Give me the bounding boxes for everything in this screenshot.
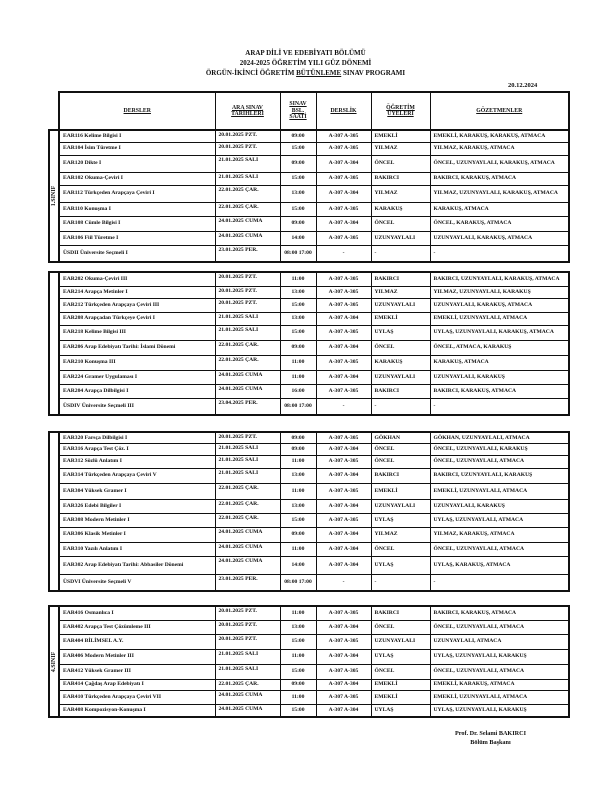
classroom: - <box>316 245 371 262</box>
faculty-member: UYLAŞ <box>371 513 430 527</box>
exam-date: 21.01.2025 SALI <box>215 325 280 340</box>
schedule-section <box>48 129 570 263</box>
faculty-member: UZUNYAYLALI <box>371 370 430 384</box>
faculty-member: KARAKUŞ <box>371 202 430 216</box>
classroom: A-307 A-305 <box>316 355 371 370</box>
faculty-member: EMEKLİ <box>371 679 430 690</box>
invigilators: - <box>430 245 569 262</box>
invigilators: - <box>430 398 569 415</box>
table-row <box>49 216 569 231</box>
course-name: ÜSDVI Üniversite Seçmeli V <box>59 574 215 591</box>
table-row <box>49 704 569 717</box>
start-time: 11:00 <box>280 355 316 370</box>
faculty-member: YILMAZ <box>371 142 430 155</box>
course-name: EAR306 Klasik Metinler I <box>59 527 215 542</box>
table-row <box>49 298 569 312</box>
classroom: A-307 A-304 <box>316 620 371 634</box>
start-time: 16:00 <box>280 384 316 398</box>
classroom: A-307 A-305 <box>316 202 371 216</box>
exam-date: 22.01.2025 ÇAR. <box>215 185 280 202</box>
start-time: 08:00 17:00 <box>280 574 316 591</box>
start-time: 15:00 <box>280 634 316 649</box>
course-name: ÜSDII Üniversite Seçmeli I <box>59 245 215 262</box>
exam-date: 24.01.2025 CUMA <box>215 527 280 542</box>
course-name: EAR320 Farsça Dilbilgisi I <box>59 432 215 443</box>
program-title: ÖRGÜN-İKİNCİ ÖĞRETİM BÜTÜNLEME SINAV PROGRAMI <box>205 69 406 77</box>
invigilators: UZUNYAYLALI, KARAKUŞ, ATMACA <box>430 298 569 312</box>
faculty-member: ÖNCEL <box>371 216 430 231</box>
course-name: EAR316 Arapça Test Çöz. I <box>59 443 215 455</box>
table-row <box>49 527 569 542</box>
col-classroom: DERSLİK <box>316 92 371 130</box>
table-header <box>58 91 570 131</box>
classroom: A-307 A-304 <box>316 527 371 542</box>
course-name: EAR110 Konuşma I <box>59 202 215 216</box>
invigilators: UYLAŞ, UZUNYAYLALI, KARAKUŞ <box>430 649 569 664</box>
start-time: 09:00 <box>280 340 316 355</box>
schedule-section <box>48 605 570 718</box>
term-title: 2024-2025 ÖĞRETİM YILI GÜZ DÖNEMİ <box>239 59 372 67</box>
faculty-member: UZUNYAYLALI <box>371 499 430 513</box>
classroom: A-307 A-304 <box>316 679 371 690</box>
start-time: 11:00 <box>280 455 316 468</box>
start-time: 13:00 <box>280 185 316 202</box>
table-row <box>49 245 569 262</box>
classroom: A-307 A-305 <box>316 634 371 649</box>
faculty-member: BAKIRCI <box>371 272 430 286</box>
invigilators: EMEKLİ, UZUNYAYLALI, ATMACA <box>430 483 569 499</box>
faculty-member: EMEKLİ <box>371 483 430 499</box>
exam-date: 20.01.2025 PZT. <box>215 606 280 620</box>
invigilators: UZUNYAYLALI, KARAKUŞ <box>430 370 569 384</box>
start-time: 15:00 <box>280 664 316 679</box>
invigilators: ÖNCEL, UZUNYAYLALI, KARAKUŞ <box>430 443 569 455</box>
classroom: A-307 A-305 <box>316 231 371 245</box>
schedule-section <box>48 431 570 592</box>
classroom: A-307 A-305 <box>316 130 371 142</box>
exam-date: 24.01.2025 CUMA <box>215 556 280 574</box>
classroom: A-307 A-305 <box>316 483 371 499</box>
classroom: A-307 A-304 <box>316 704 371 717</box>
exam-date: 20.01.2025 PZT. <box>215 298 280 312</box>
faculty-member: UYLAŞ <box>371 649 430 664</box>
exam-date: 22.01.2025 ÇAR. <box>215 355 280 370</box>
classroom: A-307 A-304 <box>316 185 371 202</box>
course-name: EAR104 İsim Türetme I <box>59 142 215 155</box>
table-row <box>49 556 569 574</box>
exam-date: 24.01.2025 CUMA <box>215 216 280 231</box>
start-time: 13:00 <box>280 312 316 325</box>
invigilators: ÖNCEL, KARAKUŞ, ATMACA <box>430 216 569 231</box>
year-label-cell <box>49 272 59 415</box>
faculty-member: YILMAZ <box>371 527 430 542</box>
invigilators: EMEKLİ, KARAKUŞ, KARAKUŞ, ATMACA <box>430 130 569 142</box>
start-time: 15:00 <box>280 513 316 527</box>
faculty-member: - <box>371 245 430 262</box>
classroom: A-307 A-304 <box>316 340 371 355</box>
exam-date: 21.01.2025 SALI <box>215 155 280 172</box>
classroom: A-307 A-304 <box>316 542 371 556</box>
invigilators: YILMAZ, UZUNYAYLALI, KARAKUŞ <box>430 286 569 298</box>
exam-date: 20.01.2025 PZT. <box>215 286 280 298</box>
table-row <box>49 634 569 649</box>
document-date: 20.12.2024 <box>508 82 538 89</box>
faculty-member: ÖNCEL <box>371 443 430 455</box>
course-name: EAR212 Türkçeden Arapçaya Çeviri III <box>59 298 215 312</box>
start-time: 11:00 <box>280 542 316 556</box>
table-row <box>49 286 569 298</box>
faculty-member: UZUNYAYLALI <box>371 231 430 245</box>
table-row <box>49 130 569 142</box>
exam-date: 20.01.2025 PZT. <box>215 634 280 649</box>
start-time: 11:00 <box>280 606 316 620</box>
exam-date: 21.01.2025 SALI <box>215 664 280 679</box>
exam-date: 24.01.2025 CUMA <box>215 384 280 398</box>
invigilators: YILMAZ, KARAKUŞ, ATMACA <box>430 142 569 155</box>
start-time: 09:00 <box>280 130 316 142</box>
table-row <box>49 155 569 172</box>
table-row <box>49 432 569 443</box>
invigilators: KARAKUŞ, ATMACA <box>430 355 569 370</box>
course-name: EAR204 Arapça Dilbilgisi I <box>59 384 215 398</box>
faculty-member: BAKIRCI <box>371 172 430 185</box>
start-time: 15:00 <box>280 298 316 312</box>
classroom: A-307 A-305 <box>316 690 371 704</box>
start-time: 14:00 <box>280 231 316 245</box>
exam-date: 20.01.2025 PZT. <box>215 272 280 286</box>
classroom: A-307 A-305 <box>316 455 371 468</box>
invigilators: ÖNCEL, UZUNYAYLALI, ATMACA <box>430 620 569 634</box>
course-name: EAR210 Konuşma III <box>59 355 215 370</box>
classroom: A-307 A-305 <box>316 606 371 620</box>
invigilators: UZUNYAYLALI, KARAKUŞ <box>430 499 569 513</box>
classroom: A-307 A-304 <box>316 649 371 664</box>
exam-date: 21.01.2025 SALI <box>215 443 280 455</box>
faculty-member: - <box>371 574 430 591</box>
classroom: A-307 A-305 <box>316 286 371 298</box>
invigilators: BAKIRCI, KARAKUŞ, ATMACA <box>430 384 569 398</box>
invigilators: GÖKHAN, UZUNYAYLALI, ATMACA <box>430 432 569 443</box>
faculty-member: UYLAŞ <box>371 704 430 717</box>
table-row <box>49 370 569 384</box>
course-name: EAR302 Arap Edebiyatı Tarihi: Abbasiler Dönemi <box>59 556 215 574</box>
table-row <box>49 185 569 202</box>
faculty-member: EMEKLİ <box>371 690 430 704</box>
table-row <box>49 468 569 483</box>
faculty-member: BAKIRCI <box>371 384 430 398</box>
classroom: A-307 A-305 <box>316 325 371 340</box>
faculty-member: ÖNCEL <box>371 542 430 556</box>
exam-date: 23.01.2025 PER. <box>215 574 280 591</box>
classroom: A-307 A-305 <box>316 513 371 527</box>
invigilators: - <box>430 574 569 591</box>
col-invigilators: GÖZETMENLER <box>430 92 569 130</box>
year-label-cell <box>49 130 59 262</box>
invigilators: UYLAŞ, KARAKUŞ, ATMACA <box>430 556 569 574</box>
invigilators: UYLAŞ, UZUNYAYLALI, ATMACA <box>430 513 569 527</box>
course-name: EAR120 Dikte I <box>59 155 215 172</box>
course-name: EAR206 Arap Edebiyatı Tarihi: İslami Dönemi <box>59 340 215 355</box>
exam-date: 24.01.2025 CUMA <box>215 231 280 245</box>
classroom: A-307 A-304 <box>316 468 371 483</box>
faculty-member: ÖNCEL <box>371 620 430 634</box>
faculty-member: - <box>371 398 430 415</box>
year-label: 4.SINIF <box>50 651 57 672</box>
course-name: EAR410 Türkçeden Arapçaya Çeviri VII <box>59 690 215 704</box>
faculty-member: UZUNYAYLALI <box>371 634 430 649</box>
course-name: EAR326 Edebi Bilgiler I <box>59 499 215 513</box>
table-row <box>49 272 569 286</box>
invigilators: YILMAZ, UZUNYAYLALI, KARAKUŞ, ATMACA <box>430 185 569 202</box>
course-name: EAR406 Modern Metinler III <box>59 649 215 664</box>
exam-date: 20.01.2025 PZT. <box>215 142 280 155</box>
col-exam-dates: ARA SINAV TARİHLERİ <box>215 92 280 130</box>
exam-date: 21.01.2025 SALI <box>215 649 280 664</box>
invigilators: ÖNCEL, UZUNYAYLALI, ATMACA <box>430 542 569 556</box>
invigilators: UZUNYAYLALI, ATMACA <box>430 634 569 649</box>
start-time: 15:00 <box>280 704 316 717</box>
exam-date: 24.01.2025 CUMA <box>215 704 280 717</box>
faculty-member: EMEKLİ <box>371 312 430 325</box>
faculty-member: UZUNYAYLALI <box>371 298 430 312</box>
invigilators: YILMAZ, KARAKUŞ, ATMACA <box>430 527 569 542</box>
start-time: 08:00 17:00 <box>280 245 316 262</box>
course-name: EAR416 Osmanlıca I <box>59 606 215 620</box>
classroom: A-307 A-305 <box>316 272 371 286</box>
exam-date: 22.01.2025 ÇAR. <box>215 202 280 216</box>
exam-date: 23.04.2025 PER. <box>215 398 280 415</box>
course-name: EAR202 Okuma-Çeviri III <box>59 272 215 286</box>
invigilators: EMEKLİ, UZUNYAYLALI, ATMACA <box>430 690 569 704</box>
invigilators: BAKIRCI, KARAKUŞ, ATMACA <box>430 606 569 620</box>
faculty-member: UYLAŞ <box>371 556 430 574</box>
faculty-member: BAKIRCI <box>371 606 430 620</box>
table-row <box>49 455 569 468</box>
start-time: 09:00 <box>280 216 316 231</box>
start-time: 13:00 <box>280 499 316 513</box>
year-label-cell <box>49 432 59 591</box>
course-name: EAR414 Çağdaş Arap Edebiyatı I <box>59 679 215 690</box>
exam-date: 20.01.2025 PZT. <box>215 130 280 142</box>
invigilators: ÖNCEL, UZUNYAYLALI, ATMACA <box>430 664 569 679</box>
start-time: 13:00 <box>280 468 316 483</box>
faculty-member: BAKIRCI <box>371 468 430 483</box>
invigilators: BAKIRCI, UZUNYAYLALI, KARAKUŞ, ATMACA <box>430 272 569 286</box>
faculty-member: UYLAŞ <box>371 325 430 340</box>
course-name: EAR106 Fiil Türetme I <box>59 231 215 245</box>
start-time: 15:00 <box>280 172 316 185</box>
faculty-member: ÖNCEL <box>371 155 430 172</box>
faculty-member: ÖNCEL <box>371 340 430 355</box>
table-row <box>49 398 569 415</box>
course-name: EAR308 Modern Metinler I <box>59 513 215 527</box>
invigilators: UZUNYAYLALI, KARAKUŞ, ATMACA <box>430 231 569 245</box>
table-row <box>49 574 569 591</box>
course-name: EAR404 BİLİMSEL A.Y. <box>59 634 215 649</box>
course-name: EAR116 Kelime Bilgisi I <box>59 130 215 142</box>
table-row <box>49 443 569 455</box>
exam-date: 21.01.2025 SALI <box>215 172 280 185</box>
table-row <box>49 202 569 216</box>
start-time: 14:00 <box>280 556 316 574</box>
course-name: EAR402 Arapça Test Çözümleme III <box>59 620 215 634</box>
classroom: A-307 A-304 <box>316 312 371 325</box>
course-name: EAR112 Türkçeden Arapçaya Çeviri I <box>59 185 215 202</box>
exam-date: 22.01.2025 ÇAR. <box>215 679 280 690</box>
course-name: EAR102 Okuma-Çeviri I <box>59 172 215 185</box>
faculty-member: YILMAZ <box>371 185 430 202</box>
classroom: A-307 A-305 <box>316 298 371 312</box>
department-title: ARAP DİLİ VE EDEBİYATI BÖLÜMÜ <box>245 49 366 57</box>
start-time: 11:00 <box>280 690 316 704</box>
signatory-title: Bölüm Başkanı <box>470 739 511 746</box>
invigilators: KARAKUŞ, ATMACA <box>430 202 569 216</box>
start-time: 11:00 <box>280 483 316 499</box>
classroom: - <box>316 398 371 415</box>
table-row <box>49 340 569 355</box>
classroom: A-307 A-304 <box>316 216 371 231</box>
table-row <box>49 664 569 679</box>
course-name: EAR218 Kelime Bilgisi III <box>59 325 215 340</box>
table-row <box>49 384 569 398</box>
course-name: EAR408 Kompozisyon-Konuşma I <box>59 704 215 717</box>
exam-date: 24.01.2025 CUMA <box>215 370 280 384</box>
start-time: 09:00 <box>280 155 316 172</box>
table-row <box>49 355 569 370</box>
invigilators: EMEKLİ, UZUNYAYLALI, ATMACA <box>430 312 569 325</box>
table-row <box>49 483 569 499</box>
faculty-member: KARAKUŞ <box>371 355 430 370</box>
faculty-member: EMEKLİ <box>371 130 430 142</box>
table-row <box>49 142 569 155</box>
invigilators: ÖNCEL, UZUNYAYLALI, ATMACA <box>430 455 569 468</box>
table-row <box>49 231 569 245</box>
start-time: 08:00 17:00 <box>280 398 316 415</box>
start-time: 15:00 <box>280 202 316 216</box>
classroom: A-307 A-304 <box>316 370 371 384</box>
exam-date: 21.01.2025 SALI <box>215 468 280 483</box>
course-name: EAR412 Yüksek Gramer III <box>59 664 215 679</box>
course-name: EAR208 Arapçadan Türkçeye Çeviri I <box>59 312 215 325</box>
table-row <box>49 499 569 513</box>
start-time: 11:00 <box>280 649 316 664</box>
table-row <box>49 649 569 664</box>
table-row <box>49 542 569 556</box>
faculty-member: ÖNCEL <box>371 455 430 468</box>
classroom: A-307 A-304 <box>316 443 371 455</box>
col-start-time: SINAV BSL. SAATİ <box>280 92 316 130</box>
course-name: EAR310 Yazılı Anlatım I <box>59 542 215 556</box>
course-name: EAR108 Cümle Bilgisi I <box>59 216 215 231</box>
start-time: 13:00 <box>280 286 316 298</box>
start-time: 11:00 <box>280 370 316 384</box>
invigilators: BAKIRCI, UZUNYAYLALI, KARAKUŞ <box>430 468 569 483</box>
start-time: 15:00 <box>280 142 316 155</box>
table-row <box>49 172 569 185</box>
invigilators: UYLAŞ, UZUNYAYLALI, KARAKUŞ, ATMACA <box>430 325 569 340</box>
faculty-member: GÖKHAN <box>371 432 430 443</box>
start-time: 09:00 <box>280 443 316 455</box>
classroom: A-307 A-304 <box>316 556 371 574</box>
invigilators: EMEKLİ, KARAKUŞ, ATMACA <box>430 679 569 690</box>
course-name: EAR304 Yüksek Gramer I <box>59 483 215 499</box>
faculty-member: YILMAZ <box>371 286 430 298</box>
exam-date: 20.01.2025 PZT. <box>215 620 280 634</box>
schedule-section <box>48 271 570 416</box>
exam-date: 22.01.2025 ÇAR. <box>215 499 280 513</box>
start-time: 11:00 <box>280 272 316 286</box>
col-courses: DERSLER <box>59 92 215 130</box>
classroom: A-307 A-305 <box>316 384 371 398</box>
table-row <box>49 325 569 340</box>
faculty-member: ÖNCEL <box>371 664 430 679</box>
start-time: 09:00 <box>280 527 316 542</box>
exam-date: 21.01.2025 SALI <box>215 455 280 468</box>
classroom: A-307 A-305 <box>316 172 371 185</box>
table-row <box>49 679 569 690</box>
year-label-cell <box>49 606 59 717</box>
course-name: EAR312 Sözlü Anlatım I <box>59 455 215 468</box>
start-time: 09:00 <box>280 679 316 690</box>
classroom: A-307 A-305 <box>316 664 371 679</box>
exam-date: 22.01.2025 ÇAR. <box>215 340 280 355</box>
classroom: A-307 A-304 <box>316 155 371 172</box>
course-name: EAR314 Türkçeden Arapçaya Çeviri V <box>59 468 215 483</box>
col-faculty: ÖĞRETİM ÜYELERİ <box>371 92 430 130</box>
course-name: EAR224 Gramer Uygulaması I <box>59 370 215 384</box>
classroom: A-307 A-304 <box>316 499 371 513</box>
document-header <box>0 48 611 78</box>
exam-date: 23.01.2025 PER. <box>215 245 280 262</box>
table-row <box>49 690 569 704</box>
course-name: ÜSDIV Üniversite Seçmeli III <box>59 398 215 415</box>
exam-date: 22.01.2025 ÇAR. <box>215 513 280 527</box>
invigilators: UYLAŞ, UZUNYAYLALI, KARAKUŞ <box>430 704 569 717</box>
start-time: 13:00 <box>280 620 316 634</box>
exam-date: 21.01.2025 SALI <box>215 312 280 325</box>
invigilators: ÖNCEL, ATMACA, KARAKUŞ <box>430 340 569 355</box>
classroom: - <box>316 574 371 591</box>
exam-date: 22.01.2025 ÇAR. <box>215 483 280 499</box>
classroom: A-307 A-305 <box>316 432 371 443</box>
exam-date: 24.01.2025 CUMA <box>215 690 280 704</box>
exam-date: 24.01.2025 CUMA <box>215 542 280 556</box>
course-name: EAR214 Arapça Metinler I <box>59 286 215 298</box>
start-time: 15:00 <box>280 325 316 340</box>
signatory-name: Prof. Dr. Selami BAKIRCI <box>455 730 526 737</box>
year-label: 1.SINIF <box>50 185 57 207</box>
exam-date: 20.01.2025 PZT. <box>215 432 280 443</box>
classroom: A-307 A-305 <box>316 142 371 155</box>
table-row <box>49 312 569 325</box>
invigilators: ÖNCEL, UZUNYAYLALI, KARAKUŞ, ATMACA <box>430 155 569 172</box>
table-row <box>49 620 569 634</box>
start-time: 09:00 <box>280 432 316 443</box>
signature-block <box>455 729 526 747</box>
invigilators: BAKIRCI, KARAKUŞ, ATMACA <box>430 172 569 185</box>
table-row <box>49 513 569 527</box>
table-row <box>49 606 569 620</box>
